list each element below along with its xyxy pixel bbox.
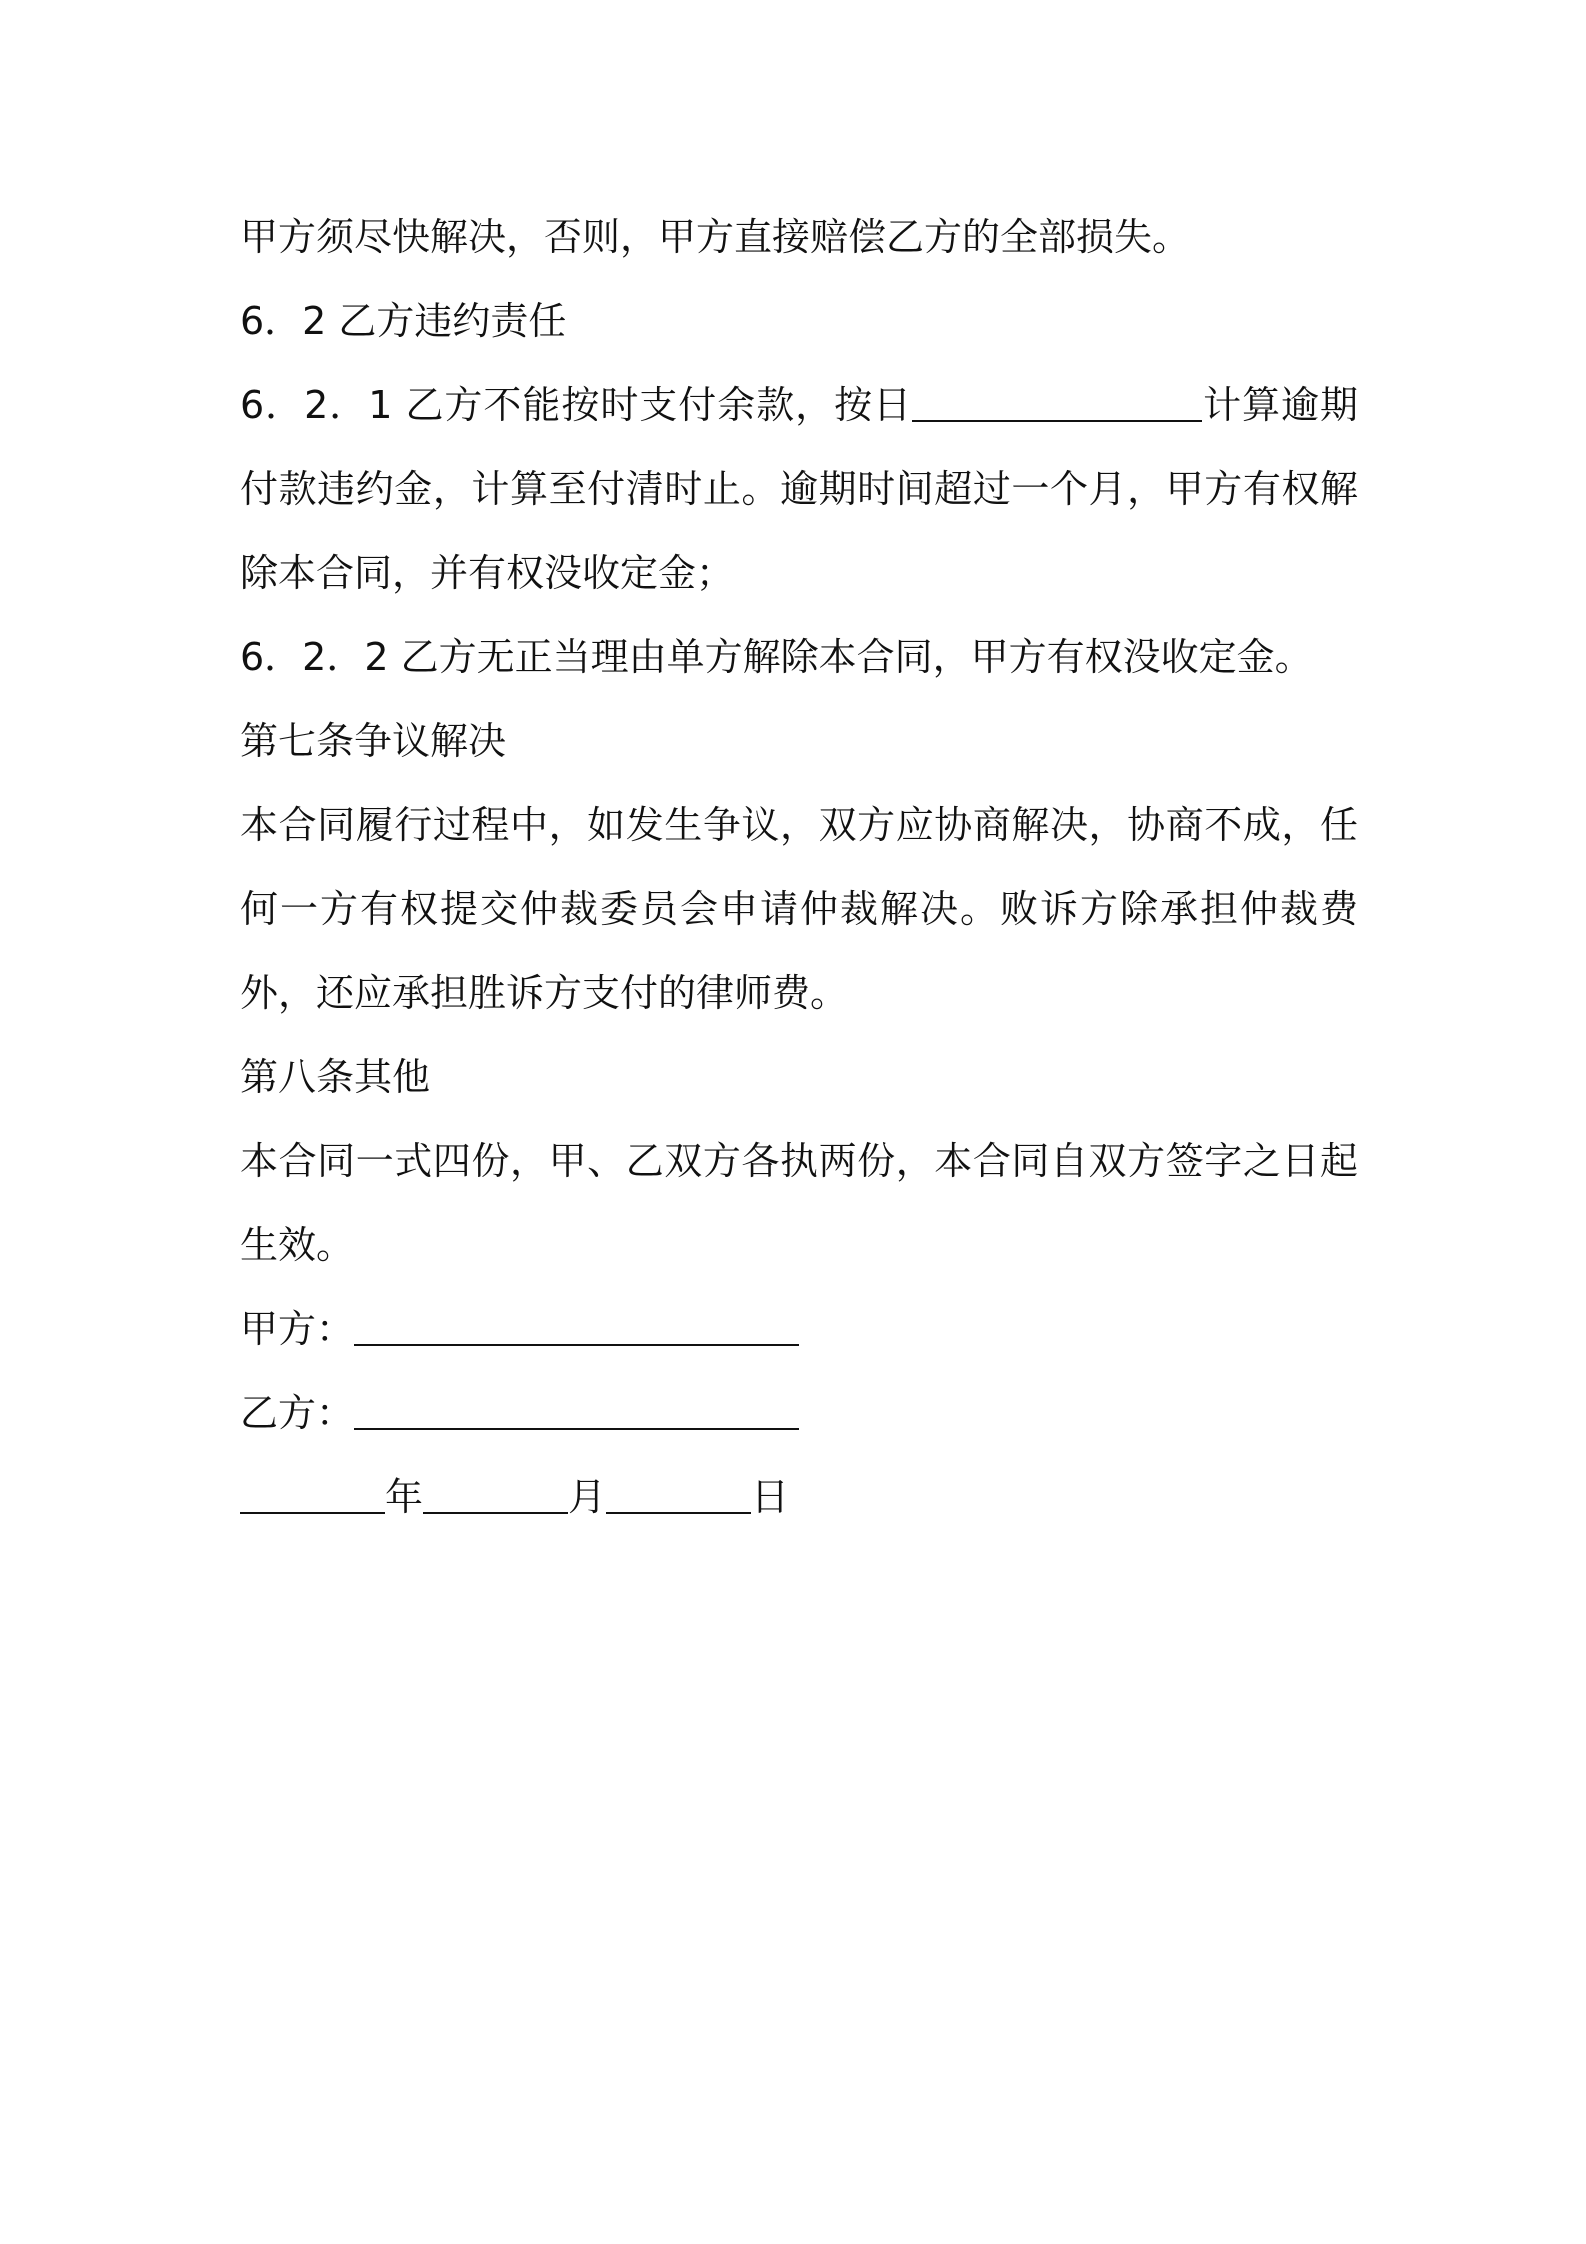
- party-a-label: 甲方：: [240, 1307, 355, 1351]
- party-b-label: 乙方：: [240, 1391, 355, 1435]
- date-line: [240, 1455, 1358, 1539]
- month-blank: [423, 1472, 568, 1514]
- section-heading-6-2: 6．2 乙方违约责任: [240, 299, 567, 343]
- blank-line-daily-rate: [912, 380, 1202, 422]
- signature-party-a: [240, 1287, 1358, 1371]
- article-8-body: 本合同一式四份，甲、乙双方各执两份，本合同自双方签字之日起生效。: [240, 1139, 1358, 1267]
- article-7-body: 本合同履行过程中，如发生争议，双方应协商解决，协商不成，任何一方有权提交仲裁委员会申请仲裁解决。败诉方除承担仲裁费外，还应承担胜诉方支付的律师费。: [240, 803, 1358, 1015]
- day-label: 日: [751, 1475, 790, 1519]
- month-label: 月: [568, 1475, 607, 1519]
- article-7-title: 第七条争议解决: [240, 719, 507, 763]
- day-blank: [606, 1472, 751, 1514]
- article-8-title: 第八条其他: [240, 1055, 431, 1099]
- year-blank: [240, 1472, 385, 1514]
- party-a-signature-line: [354, 1304, 799, 1346]
- year-label: 年: [385, 1475, 424, 1519]
- paragraph-compensation: 甲方须尽快解决，否则，甲方直接赔偿乙方的全部损失。: [240, 215, 1191, 259]
- signature-party-b: [240, 1371, 1358, 1455]
- party-b-signature-line: [354, 1388, 799, 1430]
- document-body: [240, 195, 1358, 1539]
- clause-6-2-1-prefix: 6．2．1 乙方不能按时支付余款，按日: [240, 383, 913, 427]
- clause-6-2-2: 6．2．2 乙方无正当理由单方解除本合同，甲方有权没收定金。: [240, 635, 1313, 679]
- clause-6-2-1: [240, 363, 1358, 615]
- clause-6-2-1-suffix: 计算逾期付款违约金，计算至付清时止。逾期时间超过一个月，甲方有权解除本合同，并有权没收定金；: [240, 383, 1358, 595]
